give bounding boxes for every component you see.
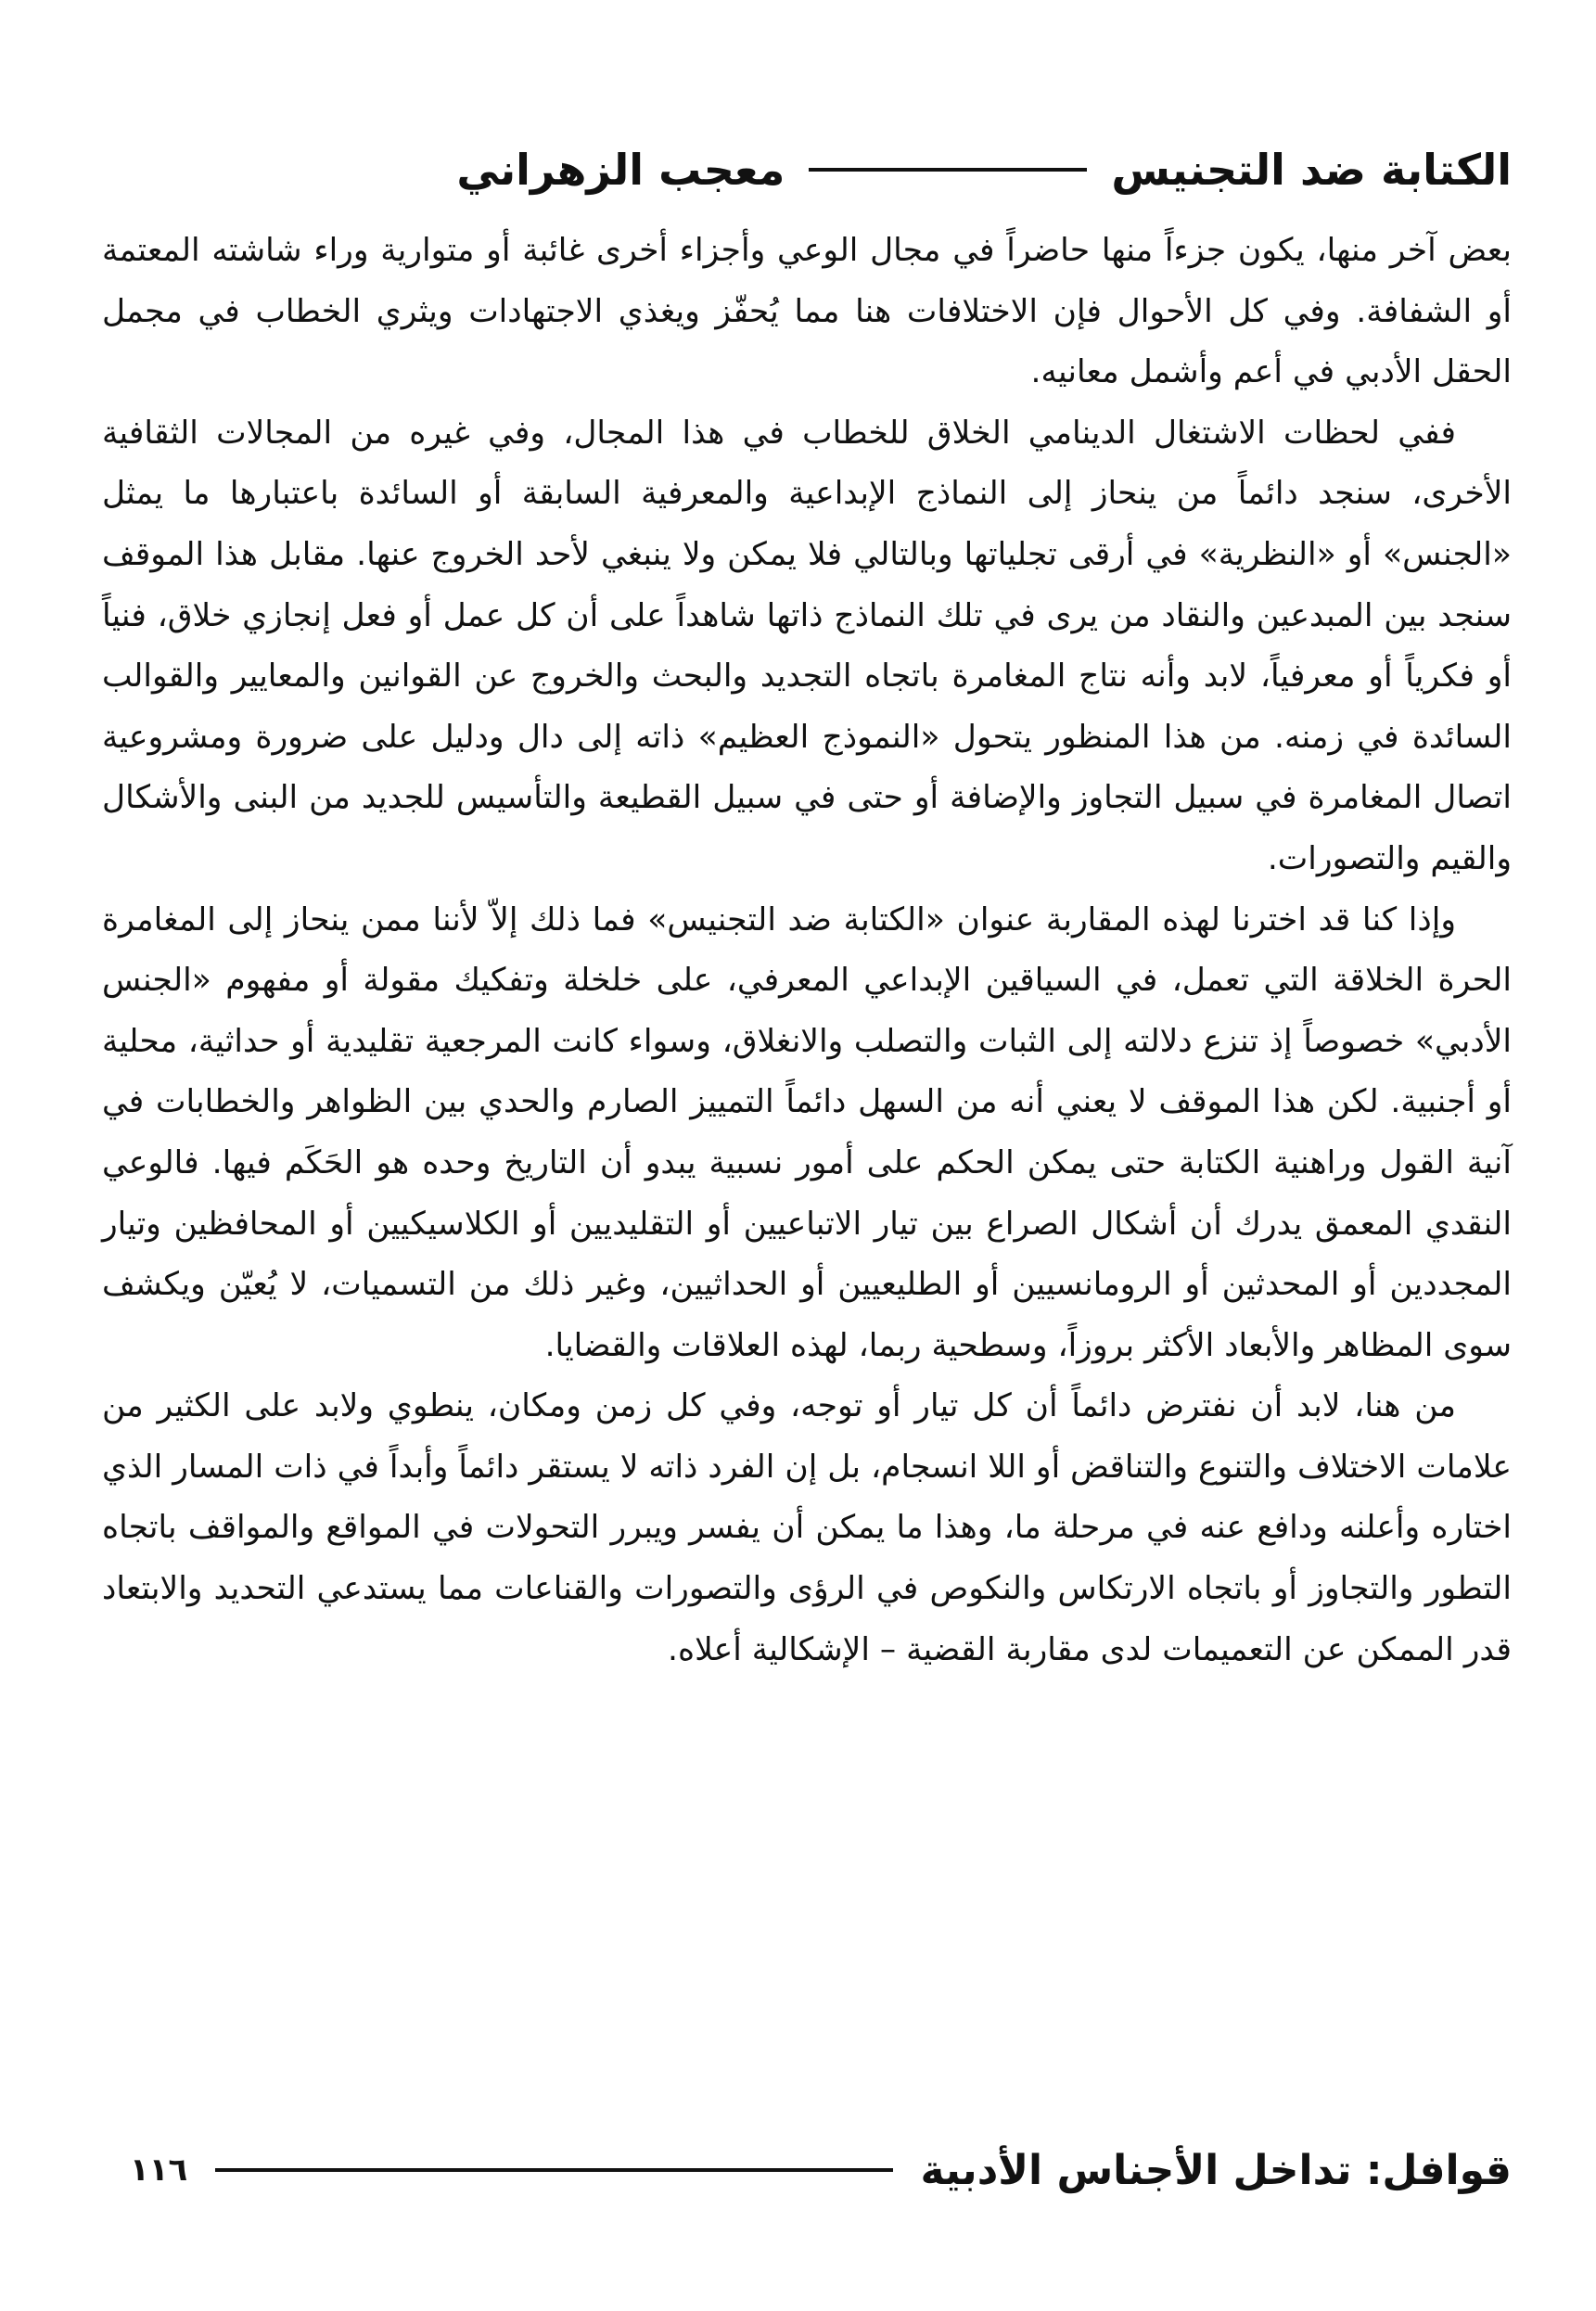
running-header: [102, 137, 1512, 202]
paragraph-2: ففي لحظات الاشتغال الدينامي الخلاق للخطاب في هذا المجال، وفي غيره من المجالات الثقافية الأخرى، سنجد دائماً من ينحاز إلى النماذج الإبداعية والمعرفية السابقة أو السائدة باعتبارها ما يمثل «الجنس» أو «النظرية» في أرقى تجلياتها وبالتالي فلا يمكن ولا ينبغي لأحد الخروج عنها. مقابل هذا الموقف سنجد بين المبدعين والنقاد من يرى في تلك النماذج ذاتها شاهداً على أن كل عمل أو فعل إنجازي خلاق، فنياً أو فكرياً أو معرفياً، لابد وأنه نتاج المغامرة باتجاه التجديد والبحث والخروج عن القوانين والمعايير والقوالب السائدة في زمنه. من هذا المنظور يتحول «النموذج العظيم» ذاته إلى دال ودليل على ضرورة ومشروعية اتصال المغامرة في سبيل التجاوز والإضافة أو حتى في سبيل القطيعة والتأسيس للجديد من البنى والأشكال والقيم والتصورات.: [102, 414, 1512, 877]
paragraph-1: بعض آخر منها، يكون جزءاً منها حاضراً في مجال الوعي وأجزاء أخرى غائبة أو متوارية وراء شاشته المعتمة أو الشفافة. وفي كل الأحوال فإن الاختلافات هنا مما يُحفّز ويغذي الاجتهادات ويثري الخطاب في مجمل الحقل الأدبي في أعم وأشمل معانيه.: [102, 232, 1512, 391]
footer-rule: [215, 2168, 892, 2172]
running-footer: [130, 2138, 1512, 2202]
header-rule: [809, 168, 1087, 172]
paragraph-3: وإذا كنا قد اخترنا لهذه المقاربة عنوان «الكتابة ضد التجنيس» فما ذلك إلاّ لأننا ممن ينحاز إلى المغامرة الحرة الخلاقة التي تعمل، في السياقين الإبداعي المعرفي، على خلخلة وتفكيك مقولة أو مفهوم «الجنس الأدبي» خصوصاً إذ تنزع دلالته إلى الثبات والتصلب والانغلاق، وسواء كانت المرجعية تقليدية أو حداثية، محلية أو أجنبية. لكن هذا الموقف لا يعني أنه من السهل دائماً التمييز الصارم والحدي بين الظواهر والخطابات في آنية القول وراهنية الكتابة حتى يمكن الحكم على أمور نسبية يبدو أن التاريخ وحده هو الحَكَم فيها. فالوعي النقدي المعمق يدرك أن أشكال الصراع بين تيار الاتباعيين أو التقليديين أو الكلاسيكيين أو المحافظين وتيار المجددين أو المحدثين أو الرومانسيين أو الطليعيين أو الحداثيين، وغير ذلك من التسميات، لا يُعيّن ويكشف سوى المظاهر والأبعاد الأكثر بروزاً، وسطحية ربما، لهذه العلاقات والقضايا.: [102, 900, 1512, 1364]
body-text: [102, 221, 1512, 1680]
page-number: ١١٦: [130, 2151, 188, 2189]
header-title: الكتابة ضد التجنيس: [1111, 145, 1512, 195]
footer-series-title: قوافل: تداخل الأجناس الأدبية: [920, 2146, 1512, 2194]
header-author: معجب الزهراني: [456, 145, 785, 195]
paragraph-4: من هنا، لابد أن نفترض دائماً أن كل تيار أو توجه، وفي كل زمن ومكان، ينطوي ولابد على الكثير من علامات الاختلاف والتنوع والتناقض أو اللا انسجام، بل إن الفرد ذاته لا يستقر دائماً وأبداً في ذات المسار الذي اختاره وأعلنه ودافع عنه في مرحلة ما، وهذا ما يمكن أن يفسر ويبرر التحولات في المواقع والمواقف باتجاه التطور والتجاوز أو باتجاه الارتكاس والنكوص في الرؤى والتصورات والقناعات مما يستدعي التحديد والابتعاد قدر الممكن عن التعميمات لدى مقاربة القضية – الإشكالية أعلاه.: [102, 1387, 1512, 1668]
